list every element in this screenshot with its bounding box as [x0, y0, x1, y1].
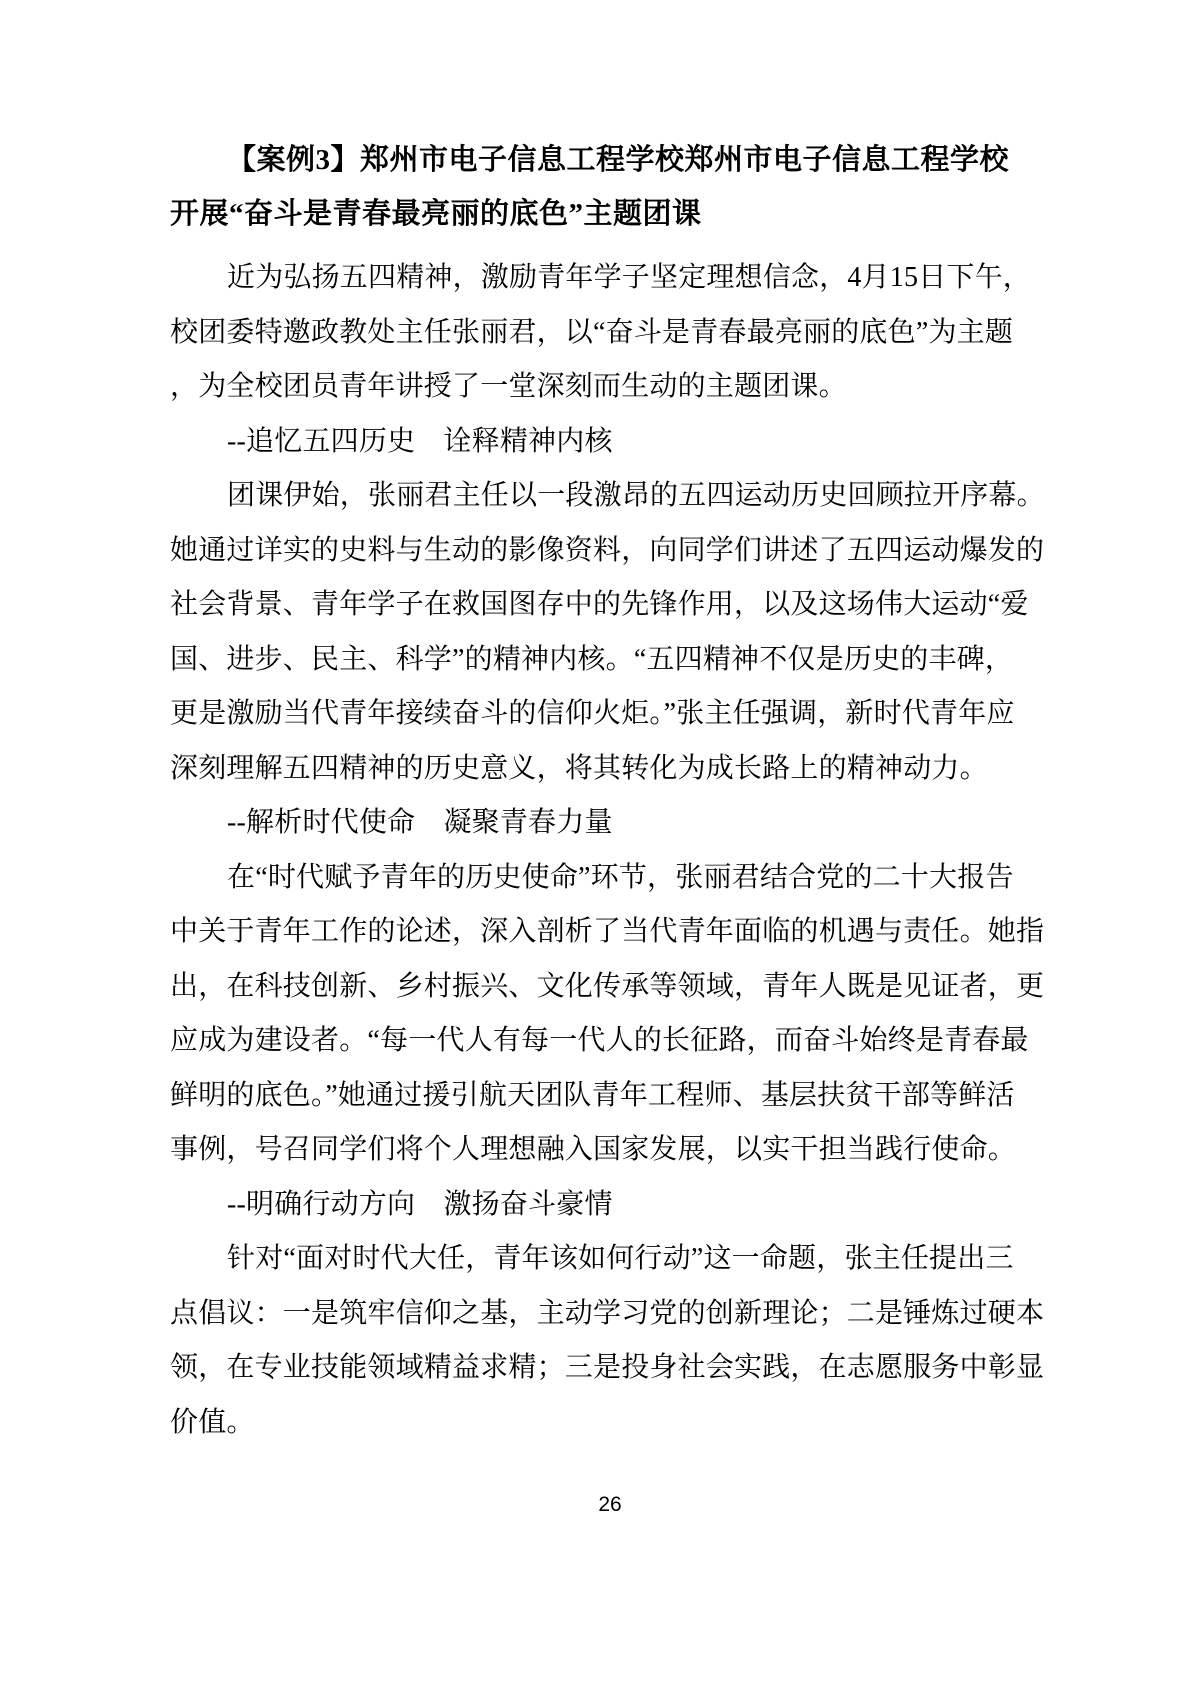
body-line: 鲜明的底色。”她通过援引航天团队青年工程师、基层扶贫干部等鲜活 — [170, 1079, 1015, 1111]
body-line: 团课伊始，张丽君主任以一段激昂的五四运动历史回顾拉开序幕。 — [227, 480, 1045, 511]
article-title-line: 【案例3】郑州市电子信息工程学校郑州市电子信息工程学校 — [227, 144, 1010, 176]
section-subheading: --解析时代使命 凝聚青春力量 — [227, 807, 613, 838]
body-line: 中关于青年工作的论述，深入剖析了当代青年面临的机遇与责任。她指 — [170, 916, 1045, 947]
body-line: 校团委特邀政教处主任张丽君，以“奋斗是青春最亮丽的底色”为主题 — [170, 316, 1014, 348]
body-line: 出，在科技创新、乡村振兴、文化传承等领域，青年人既是见证者，更 — [170, 970, 1045, 1002]
body-line: 针对“面对时代大任，青年该如何行动”这一命题，张主任提出三 — [227, 1243, 1014, 1274]
body-line: 国、进步、民主、科学”的精神内核。“五四精神不仅是历史的丰碑， — [170, 643, 1014, 675]
body-line: 深刻理解五四精神的历史意义，将其转化为成长路上的精神动力。 — [170, 752, 988, 784]
body-line: ，为全校团员青年讲授了一堂深刻而生动的主题团课。 — [170, 371, 847, 402]
body-line: 事例，号召同学们将个人理想融入国家发展，以实干担当践行使命。 — [170, 1134, 1017, 1165]
body-line: 更是激励当代青年接续奋斗的信仰火炬。”张主任强调，新时代青年应 — [170, 698, 1015, 729]
body-line: 点倡议：一是筑牢信仰之基，主动学习党的创新理论；二是锤炼过硬本 — [170, 1297, 1045, 1329]
article-body — [170, 251, 1045, 1450]
body-line: 近为弘扬五四精神，激励青年学子坚定理想信念，4月15日下午， — [227, 262, 1032, 293]
section-subheading: --追忆五四历史 诠释精神内核 — [227, 425, 613, 457]
body-line: 在“时代赋予青年的历史使命”环节，张丽君结合党的二十大报告 — [227, 861, 1014, 893]
body-line: 社会背景、青年学子在救国图存中的先锋作用，以及这场伟大运动“爱 — [170, 589, 1029, 620]
article-title — [170, 133, 1050, 241]
body-line: 应成为建设者。“每一代人有每一代人的长征路，而奋斗始终是青春最 — [170, 1025, 1029, 1056]
page-number: 26 — [598, 1493, 622, 1516]
body-line: 领，在专业技能领域精益求精；三是投身社会实践，在志愿服务中彰显 — [170, 1352, 1045, 1383]
article-title-line: 开展“奋斗是青春最亮丽的底色”主题团课 — [170, 198, 702, 230]
section-subheading: --明确行动方向 激扬奋斗豪情 — [227, 1188, 613, 1220]
body-line: 她通过详实的史料与生动的影像资料，向同学们讲述了五四运动爆发的 — [170, 534, 1045, 566]
body-line: 价值。 — [170, 1406, 255, 1438]
